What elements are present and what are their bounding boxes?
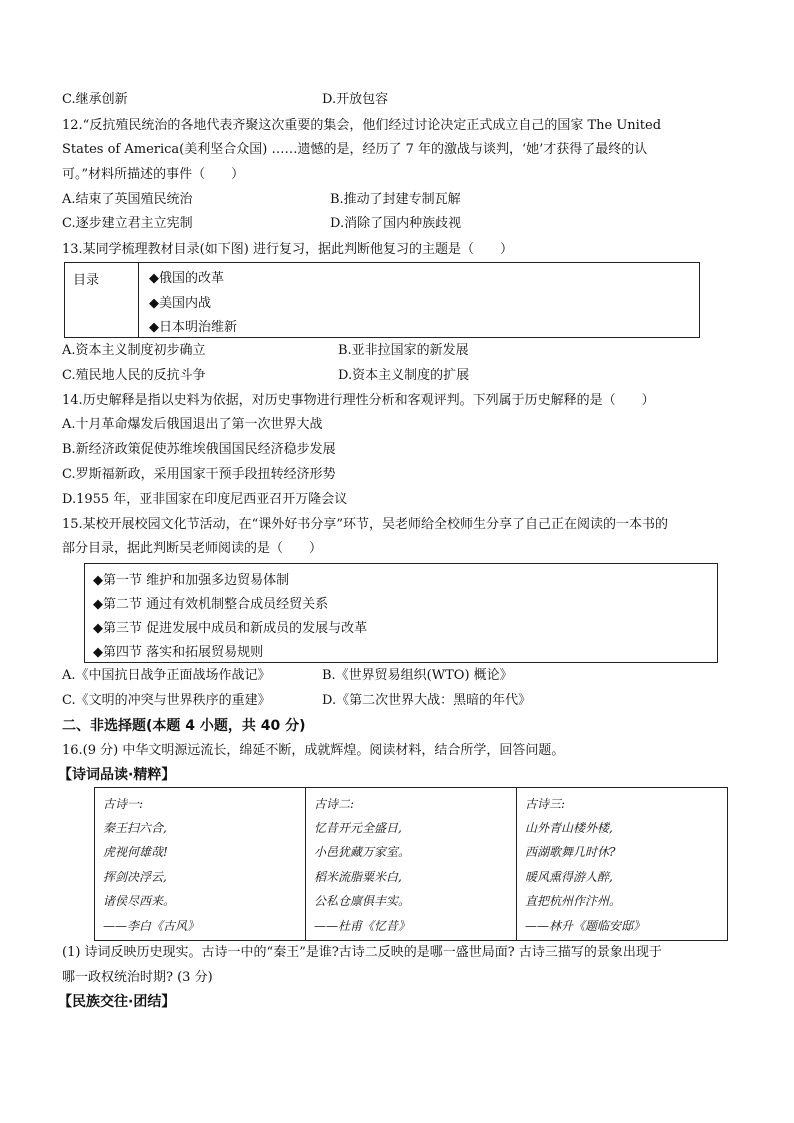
q12-option-a: A.结束了英国殖民统治: [62, 192, 193, 207]
q16-heading-ethnic: 【民族交往·团结】: [58, 994, 176, 1010]
q13-contents-label: 目录: [73, 273, 100, 288]
q15-contents-item: ◆第四节 落实和拓展贸易规则: [93, 645, 264, 660]
poem-author: ——李白《古风》: [103, 919, 200, 933]
poem-line: 西湖歌舞几时休?: [525, 845, 616, 859]
poem-line: 挥剑决浮云,: [103, 870, 167, 884]
poem-line: 山外青山楼外楼,: [525, 821, 613, 835]
q13-option-c: C.殖民地人民的反抗斗争: [62, 368, 206, 383]
poem-line: 暖风熏得游人醉,: [525, 870, 613, 884]
q12-option-c: C.逐步建立君主立宪制: [62, 216, 193, 231]
q11-option-d: D.开放包容: [322, 92, 389, 107]
q16-stem: 16.(9 分) 中华文明源远流长，绵延不断，成就辉煌。阅读材料，结合所学，回答问题。: [62, 743, 565, 758]
q13-contents-item: ◆美国内战: [149, 296, 211, 311]
poem-author: ——杜甫《忆昔》: [314, 919, 411, 933]
q13-option-a: A.资本主义制度初步确立: [62, 343, 206, 358]
q15-option-a: A.《中国抗日战争正面战场作战记》: [62, 668, 271, 683]
q14-option-a: A.十月革命爆发后俄国退出了第一次世界大战: [62, 417, 323, 432]
q15-option-d: D.《第二次世界大战：黑暗的年代》: [322, 693, 532, 708]
q11-option-c: C.继承创新: [62, 92, 128, 107]
q14-stem: 14.历史解释是指以史料为依据，对历史事物进行理性分析和客观评判。下列属于历史解释的是（ ）: [62, 393, 655, 408]
q16-sub1-line1: (1) 诗词反映历史现实。古诗一中的“秦王”是谁?古诗二反映的是哪一盛世局面? 古诗三描写的景象出现于: [62, 945, 662, 960]
q13-stem: 13.某同学梳理教材目录(如下图) 进行复习，据此判断他复习的主题是（ ）: [62, 242, 513, 257]
q15-contents-item: ◆第三节 促进发展中成员和新成员的发展与改革: [93, 621, 368, 636]
q12-option-d: D.消除了国内种族歧视: [330, 216, 462, 231]
poem-line: 秦王扫六合,: [103, 821, 167, 835]
poem-table: [94, 787, 728, 941]
q13-contents-box: [64, 262, 700, 338]
q16-heading-poems: 【诗词品读·精粹】: [58, 767, 176, 783]
q12-option-b: B.推动了封建专制瓦解: [330, 192, 461, 207]
q13-contents-item: ◆俄国的改革: [149, 271, 224, 286]
q14-option-b: B.新经济政策促使苏维埃俄国国民经济稳步发展: [62, 442, 336, 457]
poem-line: 古诗三:: [525, 797, 566, 811]
poem-column-3: [516, 788, 728, 940]
poem-column-2: [305, 788, 517, 940]
poem-line: 古诗二:: [314, 797, 355, 811]
q15-contents-item: ◆第一节 维护和加强多边贸易体制: [93, 573, 290, 588]
poem-author: ——林升《题临安邸》: [525, 919, 646, 933]
q15-option-b: B.《世界贸易组织(WTO) 概论》: [322, 668, 513, 683]
poem-line: 稻米流脂粟米白,: [314, 870, 402, 884]
poem-line: 古诗一:: [103, 797, 144, 811]
q12-stem-line3: 可。”材料所描述的事件（ ）: [62, 167, 245, 182]
q12-stem-line2: States of America(美利坚合众国) ……遗憾的是，经历了 7 年的激战与谈判，‘她’才获得了最终的认: [62, 142, 648, 157]
poem-line: 虎视何雄哉!: [103, 845, 168, 859]
q13-option-d: D.资本主义制度的扩展: [338, 368, 470, 383]
section-heading: 二、非选择题(本题 4 小题，共 40 分): [62, 718, 306, 734]
q15-contents-item: ◆第二节 通过有效机制整合成员经贸关系: [93, 597, 329, 612]
q14-option-d: D.1955 年，亚非国家在印度尼西亚召开万隆会议: [62, 492, 348, 507]
poem-column-1: [95, 788, 305, 940]
q15-stem-line1: 15.某校开展校园文化节活动，在“课外好书分享”环节，吴老师给全校师生分享了自己正在阅读的一本书的: [62, 517, 668, 532]
poem-line: 直把杭州作汴州。: [525, 894, 622, 908]
q16-sub1-line2: 哪一政权统治时期? (3 分): [62, 970, 213, 985]
q12-stem-line1: 12.“反抗殖民统治的各地代表齐聚这次重要的集会，他们经过讨论决定正式成立自己的国家 The United: [62, 118, 662, 133]
q15-contents-box: [84, 563, 718, 663]
poem-line: 忆昔开元全盛日,: [314, 821, 402, 835]
q15-option-c: C.《文明的冲突与世界秩序的重建》: [62, 693, 271, 708]
q13-contents-item: ◆日本明治维新: [149, 320, 237, 335]
q15-stem-line2: 部分目录，据此判断吴老师阅读的是（ ）: [62, 541, 323, 556]
poem-line: 公私仓廪俱丰实。: [314, 894, 411, 908]
q13-option-b: B.亚非拉国家的新发展: [338, 343, 469, 358]
q13-divider: [138, 263, 139, 337]
q14-option-c: C.罗斯福新政，采用国家干预手段扭转经济形势: [62, 467, 336, 482]
poem-line: 诸侯尽西来。: [103, 894, 176, 908]
poem-line: 小邑犹藏万家室。: [314, 845, 411, 859]
